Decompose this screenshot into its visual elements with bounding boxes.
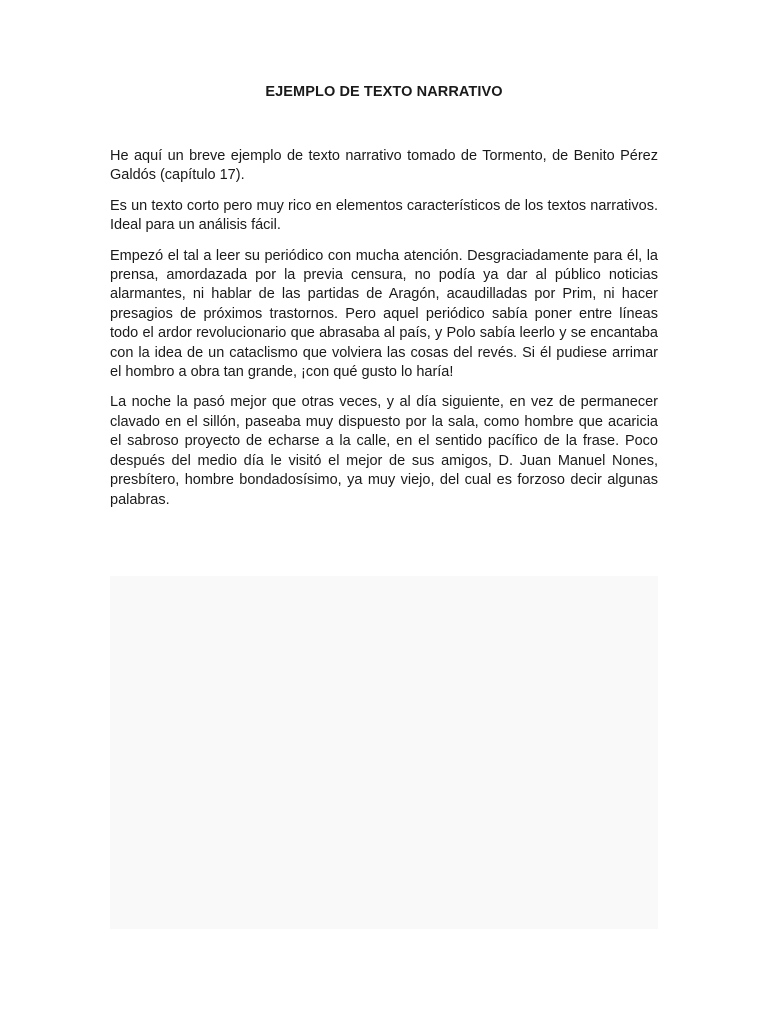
paragraph-description: Es un texto corto pero muy rico en elementos característicos de los textos narrativos. Ideal para un análisis fácil.	[110, 197, 658, 234]
paragraph-excerpt-2: La noche la pasó mejor que otras veces, y al día siguiente, en vez de permanecer clavado en el sillón, paseaba muy dispuesto por la sala, como hombre que acaricia el sabroso proyecto de echarse a la calle, en el sentido pacífico de la frase. Poco después del medio día le visitó el mejor de sus amigos, D. Juan Manuel Nones, presbítero, hombre bondadosísimo, ya muy viejo, del cual es forzoso decir algunas palabras.	[110, 394, 658, 508]
document-title: EJEMPLO DE TEXTO NARRATIVO	[265, 84, 503, 100]
blank-image-area	[110, 576, 658, 929]
paragraph-excerpt-1: Empezó el tal a leer su periódico con mucha atención. Desgraciadamente para él, la prensa, amordazada por la previa censura, no podía ya dar al público noticias alarmantes, ni hablar de las partidas de Aragón, acaudilladas por Prim, ni hacer presagios de próximos trastornos. Pero aquel periódico sabía poner entre líneas todo el ardor revolucionario que abrasaba al país, y Polo sabía leerlo y se encantaba con la idea de un cataclismo que volviera las cosas del revés. Si él pudiese arrimar el hombro a obra tan grande, ¡con qué gusto lo haría!	[110, 247, 658, 381]
paragraph-intro: He aquí un breve ejemplo de texto narrativo tomado de Tormento, de Benito Pérez Galdós (capítulo 17).	[110, 148, 658, 184]
document-body	[110, 147, 658, 521]
